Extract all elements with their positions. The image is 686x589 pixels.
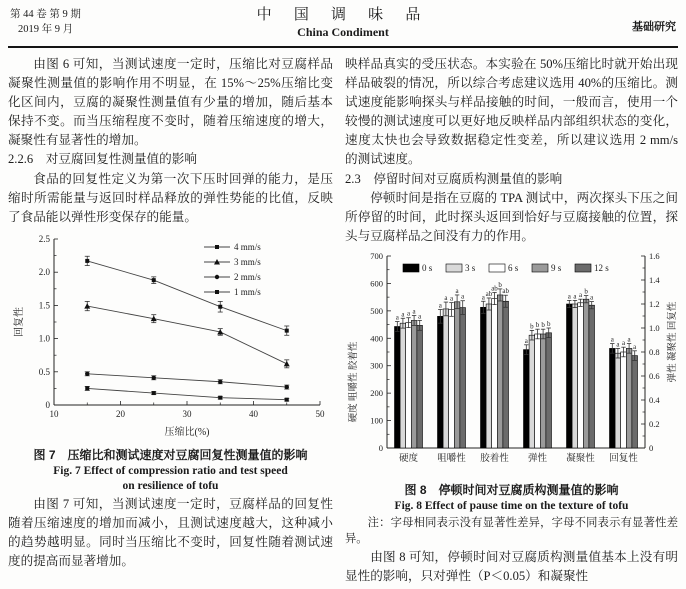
svg-text:a: a (455, 286, 459, 295)
svg-text:0: 0 (378, 442, 383, 453)
svg-text:硬度: 硬度 (398, 453, 419, 464)
svg-text:a: a (444, 294, 448, 303)
svg-text:0: 0 (649, 442, 654, 453)
svg-text:1 mm/s: 1 mm/s (233, 286, 261, 297)
journal-title-en: China Condiment (297, 25, 389, 39)
svg-text:b: b (541, 321, 545, 330)
svg-text:b: b (535, 321, 540, 330)
svg-text:4 mm/s: 4 mm/s (233, 241, 261, 252)
paragraph: 映样品真实的受压状态。本实验在 50%压缩比时就开始出现样品破裂的情况，所以综合考虑建议选用 40%的压缩比。测试速度能影响探头与样品接触的时间，一般而言，使用一个较慢的测试速度可以更好地反映样品内部组织状态的变化，速度太快也会导致数据稳定性变差，所以建议选用 2 mm/s 的测试速度。 (345, 57, 678, 167)
svg-text:6 s: 6 s (508, 262, 519, 273)
journal-title-cn: 中 国 调 味 品 (256, 6, 430, 23)
figure8 (345, 248, 678, 482)
svg-text:3 s: 3 s (465, 262, 476, 273)
section-heading-226: 2.2.6 对豆腐回复性测量值的影响 (8, 152, 197, 167)
page-header (8, 0, 678, 48)
svg-text:咀嚼性: 咀嚼性 (437, 453, 466, 464)
svg-text:回复性: 回复性 (609, 453, 638, 464)
figure7-caption-en2: on resilience of tofu (122, 480, 219, 493)
svg-text:0.8: 0.8 (649, 346, 660, 357)
figure7 (8, 229, 333, 447)
svg-text:a: a (481, 293, 485, 302)
svg-text:30: 30 (182, 408, 191, 419)
svg-text:弹性 凝聚性 回复性: 弹性 凝聚性 回复性 (668, 301, 678, 383)
svg-text:0.2: 0.2 (649, 418, 660, 429)
svg-text:a: a (524, 336, 528, 345)
svg-text:a: a (401, 310, 405, 319)
paragraph: 由图 6 可知，当测试速度一定时，压缩比对豆腐样品凝聚性测量值的影响作用不明显，在 15%～25%压缩比变化区间内，豆腐的凝聚性测量值有少量的增加，随后基本保持不变。而当压缩程度不变时，随着压缩速度的增大，凝聚性有显著性的增加。 (8, 57, 333, 148)
volume-issue: 第 44 卷 第 9 期 (10, 9, 81, 20)
svg-text:b: b (584, 287, 588, 296)
section-label: 基础研究 (632, 21, 676, 33)
svg-text:b: b (546, 319, 551, 328)
figure7-caption-cn: 图 7 压缩比和测试速度对豆腐回复性测量值的影响 (33, 447, 308, 462)
issue-date: 2019 年 9 月 (18, 24, 74, 35)
svg-text:a: a (627, 335, 631, 344)
svg-text:20: 20 (115, 408, 125, 419)
svg-text:a: a (461, 292, 465, 301)
svg-text:a: a (633, 342, 637, 351)
svg-text:10: 10 (49, 408, 58, 419)
svg-text:b: b (498, 280, 502, 289)
svg-text:压缩比(%): 压缩比(%) (164, 426, 209, 438)
svg-text:3 mm/s: 3 mm/s (233, 256, 261, 267)
svg-text:a: a (418, 312, 422, 321)
paragraph: 由图 8 可知，停顿时间对豆腐质构测量值基本上没有明显性的影响，只对弹性（P＜0.05）和凝聚性 (345, 550, 678, 584)
left-column (8, 55, 333, 586)
paragraph: 停顿时间是指在豆腐的 TPA 测试中，两次探头下压之间所停留的时间，此时探头返回到恰好与豆腐接触的位置，探头与豆腐样品之间没有力的作用。 (345, 190, 678, 243)
svg-text:200: 200 (370, 388, 383, 399)
paragraph: 由图 7 可知，当测试速度一定时，豆腐样品的回复性随着压缩速度的增加而减小，且测试速度越大，这种减小的趋势越明显。同时当压缩比不变时，回复性随着测试速度的提高而显著增加。 (8, 496, 333, 569)
svg-text:弹性: 弹性 (527, 453, 548, 464)
svg-text:100: 100 (370, 415, 383, 426)
svg-text:ab: ab (502, 287, 510, 296)
svg-text:a: a (438, 301, 442, 310)
paragraph: 食品的回复性定义为第一次下压时回弹的能力，是压缩时所需能量与返回时样品释放的弹性势能的比值，反映了食品能以弹性形变保存的能量。 (8, 171, 333, 224)
svg-text:a: a (449, 294, 454, 303)
svg-text:1.0: 1.0 (38, 333, 50, 344)
svg-text:1.6: 1.6 (649, 250, 660, 261)
svg-text:a: a (610, 335, 614, 344)
article-body (0, 48, 686, 586)
figure8-caption-en: Fig. 8 Effect of pause time on the texture of tofu (394, 500, 629, 513)
svg-text:0: 0 (45, 399, 50, 410)
svg-text:胶着性: 胶着性 (480, 453, 509, 464)
svg-text:ab: ab (491, 284, 498, 293)
svg-text:凝聚性: 凝聚性 (566, 453, 595, 464)
svg-text:a: a (395, 313, 399, 322)
svg-text:1.5: 1.5 (38, 300, 50, 311)
svg-text:500: 500 (370, 305, 383, 316)
svg-text:a: a (578, 291, 583, 300)
svg-text:1.2: 1.2 (649, 298, 660, 309)
svg-text:a: a (621, 339, 626, 348)
figure8-caption-cn: 图 8 停顿时间对豆腐质构测量值的影响 (404, 483, 619, 498)
svg-text:300: 300 (370, 360, 383, 371)
svg-text:700: 700 (370, 250, 383, 261)
svg-text:9 s: 9 s (551, 262, 562, 273)
svg-text:0.4: 0.4 (649, 394, 660, 405)
svg-text:600: 600 (370, 278, 383, 289)
figure7-line-chart (10, 229, 332, 441)
svg-text:a: a (616, 340, 620, 349)
svg-text:0.6: 0.6 (649, 370, 660, 381)
svg-text:2.5: 2.5 (38, 233, 50, 244)
svg-text:a: a (590, 293, 594, 302)
svg-text:b: b (530, 322, 534, 331)
svg-text:1.0: 1.0 (649, 322, 660, 333)
svg-text:回复性: 回复性 (13, 306, 25, 337)
svg-text:1.4: 1.4 (649, 274, 660, 285)
svg-text:2.0: 2.0 (38, 267, 50, 278)
svg-text:ab: ab (485, 289, 493, 298)
svg-text:a: a (567, 292, 571, 301)
figure7-caption-en: Fig. 7 Effect of compression ratio and test speed (53, 464, 288, 477)
journal-title-block (8, 3, 678, 40)
svg-text:2 mm/s: 2 mm/s (233, 271, 261, 282)
figure8-note: 注：字母相同表示没有显著性差异，字母不同表示有显著性差异。 (345, 516, 678, 546)
svg-text:0 s: 0 s (422, 262, 433, 273)
figure8-bar-chart (345, 248, 681, 476)
svg-text:12 s: 12 s (594, 262, 609, 273)
svg-text:a: a (406, 309, 411, 318)
svg-text:a: a (573, 292, 577, 301)
svg-text:硬度 咀嚼性 胶着性: 硬度 咀嚼性 胶着性 (349, 341, 359, 423)
section-heading-23: 2.3 停留时间对豆腐质构测量值的影响 (345, 171, 563, 186)
svg-text:40: 40 (248, 408, 258, 419)
svg-text:0.5: 0.5 (38, 366, 50, 377)
right-column (345, 55, 678, 586)
svg-text:400: 400 (370, 333, 383, 344)
svg-text:50: 50 (315, 408, 324, 419)
svg-text:a: a (412, 307, 416, 316)
